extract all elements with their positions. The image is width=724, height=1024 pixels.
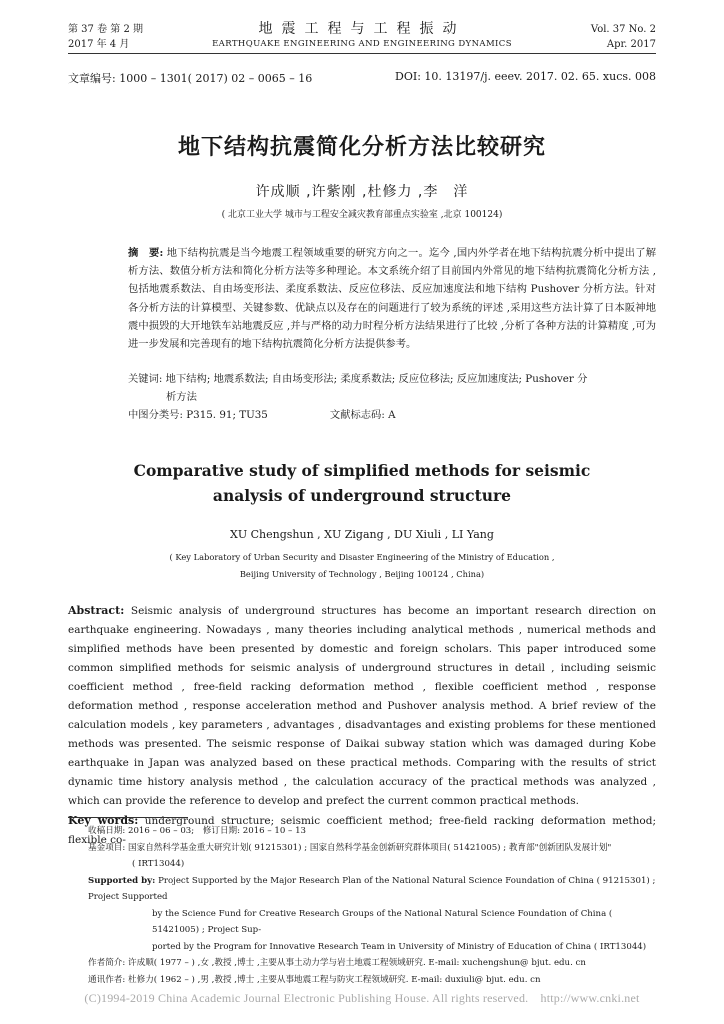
paper-title-en xyxy=(60,458,664,508)
fund-line1: 基金项目: 国家自然科学基金重大研究计划( 91215301) ; 国家自然科学基金创新研究群体项目( 51421005) ; 教育部"创新团队发展计划" xyxy=(88,842,612,853)
keywords-line2-cn: 析方法 xyxy=(166,391,197,403)
abstract-label-cn: 摘 要: xyxy=(128,247,164,259)
corresponding-author: 通讯作者: 杜修力( 1962 – ) ,男 ,教授 ,博士 ,主要从事地震工程与防灾工程领域研究. E-mail: duxiuli@ bjut. edu. cn xyxy=(88,974,541,985)
issue-date-cn: 2017 年 4 月 xyxy=(68,39,130,50)
volume-issue: 第 37 卷 第 2 期 xyxy=(68,24,143,35)
abstract-text-en: Seismic analysis of underground structures has become an important research direction on earthquake engineering. Nowadays , many theories including analytical methods , numerical methods and simplified methods have been presented by domestic and foreign scholars. This paper introduced some common simplified methods for seismic analysis of underground structures in detail , including seismic coefficient method , free-field racking deformation method , flexible coefficient method , response deformation method , response acceleration method and Pushover analysis method. A brief review of the calculation models , key parameters , advantages , disadvantages and existing problems for these mentioned methods was presented. The seismic response of Daikai subway station which was damaged during Kobe earthquake in Japan was analyzed based on these practical methods. Comparing with the results of strict dynamic time history analysis method , the calculation accuracy of the practical methods was analyzed , which can provide the reference to develop and prefect the current common practical methods. xyxy=(68,605,656,807)
doi: DOI: 10. 13197/j. eeev. 2017. 02. 65. xucs. 008 xyxy=(395,70,656,83)
keywords-line1-cn: 地下结构; 地震系数法; 自由场变形法; 柔度系数法; 反应位移法; 反应加速度法; Pushover 分 xyxy=(162,373,588,385)
clc-number: 中图分类号: P315. 91; TU35 xyxy=(128,409,268,421)
supported-label: Supported by: xyxy=(88,875,156,886)
header-rule xyxy=(68,53,656,54)
paper-title-en-line1: Comparative study of simplified methods for seismic xyxy=(133,461,591,480)
keywords-cn xyxy=(128,370,656,406)
received-dates: 收稿日期: 2016 – 06 – 03; 修订日期: 2016 – 10 – 13 xyxy=(88,826,307,836)
supported-line2: by the Science Fund for Creative Research Groups of the National Natural Science Foundation of China ( 51421005) ; Project Sup- xyxy=(152,908,613,935)
classification-line xyxy=(128,406,656,421)
journal-title-cn: 地震工程与工程振动 xyxy=(258,21,466,37)
supported-line3: ported by the Program for Innovative Research Team in University of Ministry of Education of China ( IRT13044) xyxy=(152,941,647,952)
affiliation-cn: ( 北京工业大学 城市与工程安全减灾教育部重点实验室 ,北京 100124) xyxy=(221,210,503,220)
copyright-watermark: (C)1994-2019 China Academic Journal Electronic Publishing House. All rights reserved. http://www.cnki.net xyxy=(84,991,640,1005)
footnote-rule xyxy=(68,817,188,818)
article-number: 文章编号: 1000 – 1301( 2017) 02 – 0065 – 16 xyxy=(68,72,313,85)
keywords-label-en: Key words: xyxy=(68,814,139,827)
running-header-right xyxy=(591,22,656,52)
footnotes xyxy=(88,823,656,988)
keywords-text-en: underground structure; seismic coefficient method; free-field racking deformation method; flexible co- xyxy=(68,815,656,846)
paper-title-en-line2: analysis of underground structure xyxy=(212,486,512,505)
journal-title-en: EARTHQUAKE ENGINEERING AND ENGINEERING DYNAMICS xyxy=(212,39,512,49)
volume-issue-en: Vol. 37 No. 2 xyxy=(590,24,656,35)
author-bio: 作者简介: 许成顺( 1977 – ) ,女 ,教授 ,博士 ,主要从事土动力学与岩土地震工程领域研究. E-mail: xuchengshun@ bjut. edu. cn xyxy=(88,958,586,968)
paper-title-cn: 地下结构抗震简化分析方法比较研究 xyxy=(177,135,546,160)
issue-date-en: Apr. 2017 xyxy=(606,39,656,50)
abstract-en xyxy=(68,601,656,850)
authors-cn: 许成顺 ,许紫刚 ,杜修力 ,李 洋 xyxy=(255,184,469,200)
document-code: 文献标志码: A xyxy=(329,409,396,421)
authors-en: XU Chengshun , XU Zigang , DU Xiuli , LI Yang xyxy=(230,528,494,541)
running-header-left xyxy=(68,22,143,52)
affiliation-en-line1: ( Key Laboratory of Urban Security and Disaster Engineering of the Ministry of Education , xyxy=(169,552,555,562)
journal-title-block xyxy=(180,20,544,51)
abstract-cn xyxy=(128,244,656,353)
supported-line1: Project Supported by the Major Research Plan of the National Natural Science Foundation of China ( 91215301) ; Project Supported xyxy=(88,875,656,902)
abstract-label-en: Abstract: xyxy=(68,604,125,617)
affiliation-en xyxy=(60,549,664,583)
affiliation-en-line2: Beijing University of Technology , Beijing 100124 , China) xyxy=(239,569,485,579)
abstract-text-cn: 地下结构抗震是当今地震工程领域重要的研究方向之一。迄今 ,国内外学者在地下结构抗震分析中提出了解析方法、数值分析方法和简化分析方法等多种理论。本文系统介绍了目前国内外常见的地下结构抗震简化分析方法 ,包括地震系数法、自由场变形法、柔度系数法、反应位移法、反应加速度法和地下结构 Pushover 分析方法。针对各分析方法的计算模型、关键参数、优缺点以及存在的问题进行了较为系统的评述 ,采用这些方法计算了日本阪神地震中损毁的大开地铁车站地震反应 ,并与严格的动力时程分析方法结果进行了比较 ,分析了各种方法的计算精度 ,可为进一步发展和完善现有的地下结构抗震简化分析方法提供参考。 xyxy=(128,247,656,351)
keywords-label-cn: 关键词: xyxy=(128,373,163,385)
fund-line2: ( IRT13044) xyxy=(132,859,185,869)
